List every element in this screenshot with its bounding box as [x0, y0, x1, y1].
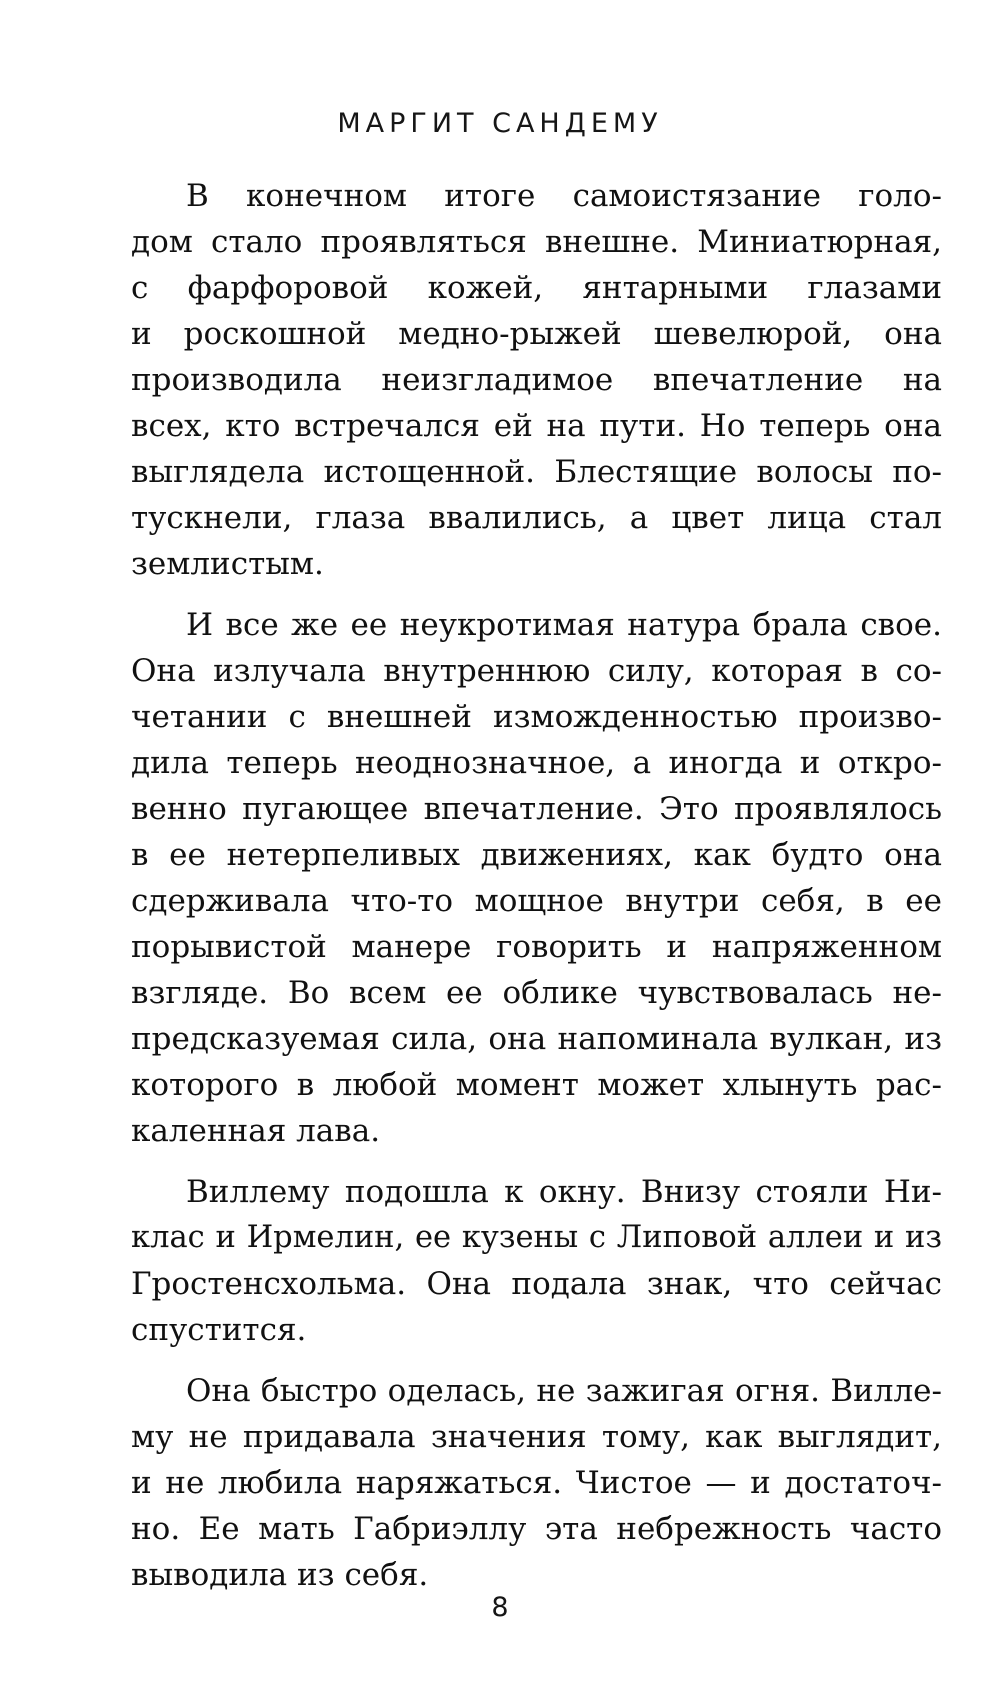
- text-line: Она быстро оделась, не зажигая огня. Вилле-: [186, 1373, 942, 1409]
- text-line: с фарфоровой кожей, янтарными глазами: [131, 270, 942, 306]
- paragraph: [131, 173, 942, 587]
- text-line: и не любила наряжаться. Чистое — и достаточ-: [131, 1465, 942, 1501]
- text-line: Она излучала внутреннюю силу, которая в со-: [131, 653, 942, 689]
- body-text: [131, 173, 942, 1613]
- text-line: спустится.: [131, 1312, 307, 1348]
- text-line: предсказуемая сила, она напоминала вулкан, из: [131, 1021, 942, 1057]
- text-line: и роскошной медно-рыжей шевелюрой, она: [131, 316, 942, 352]
- text-line: клас и Ирмелин, ее кузены с Липовой аллеи и из: [131, 1220, 942, 1255]
- text-line: дила теперь неоднозначное, а иногда и откро-: [131, 745, 942, 781]
- text-line: порывистой манере говорить и напряженном: [131, 929, 942, 965]
- text-line: тускнели, глаза ввалились, а цвет лица стал: [131, 500, 942, 536]
- text-line: И все же ее неукротимая натура брала свое.: [186, 607, 942, 643]
- text-line: сдерживала что-то мощное внутри себя, в ее: [131, 883, 942, 919]
- text-line: выглядела истощенной. Блестящие волосы по-: [131, 454, 942, 490]
- paragraph: [131, 602, 942, 1154]
- text-line: четании с внешней изможденностью произво-: [131, 699, 942, 735]
- text-line: Гростенсхольма. Она подала знак, что сейчас: [131, 1266, 942, 1302]
- page-number: 8: [491, 1592, 509, 1623]
- text-line: производила неизгладимое впечатление на: [131, 362, 942, 398]
- text-line: Виллему подошла к окну. Внизу стояли Ни-: [186, 1174, 942, 1210]
- paragraph: [131, 1169, 942, 1353]
- running-head: МАРГИТ САНДЕМУ: [337, 108, 663, 139]
- text-line: которого в любой момент может хлынуть рас-: [131, 1067, 942, 1103]
- text-line: в ее нетерпеливых движениях, как будто она: [131, 837, 942, 873]
- text-line: выводила из себя.: [131, 1557, 429, 1593]
- text-line: му не придавала значения тому, как выглядит,: [131, 1419, 942, 1455]
- text-line: всех, кто встречался ей на пути. Но теперь она: [131, 408, 942, 444]
- text-line: но. Ее мать Габриэллу эта небрежность часто: [131, 1511, 942, 1547]
- text-line: В конечном итоге самоистязание голо-: [186, 178, 942, 214]
- text-line: каленная лава.: [131, 1113, 381, 1149]
- paragraph: [131, 1368, 942, 1598]
- text-line: венно пугающее впечатление. Это проявлялось: [131, 791, 942, 827]
- text-line: взгляде. Во всем ее облике чувствовалась не-: [131, 975, 942, 1011]
- text-line: землистым.: [131, 546, 324, 582]
- text-line: дом стало проявляться внешне. Миниатюрная,: [131, 224, 942, 260]
